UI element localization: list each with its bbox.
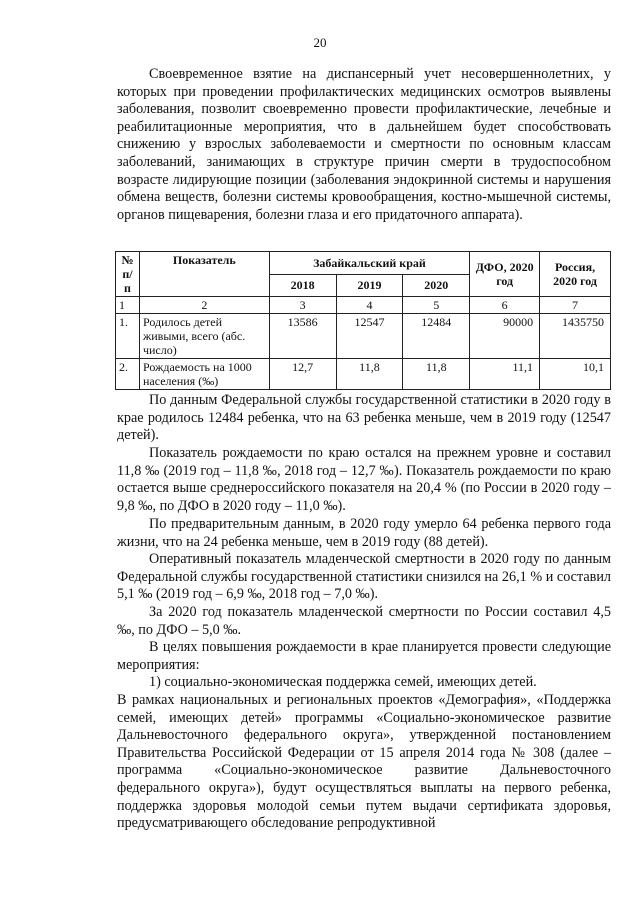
index-cell: 1 [116, 297, 140, 314]
row-value-2018: 13586 [269, 314, 336, 359]
table-header-row [116, 252, 611, 275]
index-cell: 5 [403, 297, 470, 314]
index-cell: 3 [269, 297, 336, 314]
row-value-2020: 11,8 [403, 359, 470, 390]
birth-statistics-table [115, 251, 611, 390]
row-num: 1. [116, 314, 140, 359]
intro-paragraph: Своевременное взятие на диспансерный учет несовершеннолетних, у которых при проведении профилактических медицинских осмотров выявлены заболевания, позволит своевременно провести профилактические, лечебные и реабилитационные мероприятия, что в дальнейшем будет способствовать снижению у взрослых заболеваемости и смертности по основным классам заболеваний, занимающих в структуре причин смерти в трудоспособном возрасте лидирующие позиции (заболевания эндокринной системы и нарушения обмена веществ, болезни системы кровообращения, костно-мышечной системы, органов пищеварения, болезни глаза и его придаточного аппарата). [117, 66, 611, 223]
paragraph-infant-mortality: Оперативный показатель младенческой смертности в 2020 году по данным Федеральной службы государственной статистики снизился на 26,1 % и составил 5,1 ‰ (2019 год – 6,9 ‰, 2018 год – 7,0 ‰). [117, 551, 611, 603]
paragraph-infant-deaths: По предварительным данным, в 2020 году умерло 64 ребенка первого года жизни, что на 24 ребенка меньше, чем в 2019 году (88 детей). [117, 516, 611, 550]
header-num: № п/п [116, 252, 140, 297]
header-2018: 2018 [269, 274, 336, 297]
row-value-2019: 11,8 [336, 359, 403, 390]
header-2020: 2020 [403, 274, 470, 297]
row-value-dfo: 90000 [470, 314, 540, 359]
index-cell: 4 [336, 297, 403, 314]
index-cell: 6 [470, 297, 540, 314]
paragraph-measures-intro: В целях повышения рождаемости в крае планируется провести следующие мероприятия: [117, 639, 611, 673]
index-cell: 2 [139, 297, 269, 314]
table-index-row [116, 297, 611, 314]
table-row [116, 314, 611, 359]
table-row [116, 359, 611, 390]
page-number: 20 [313, 35, 327, 50]
index-cell: 7 [540, 297, 611, 314]
header-dfo: ДФО, 2020 год [470, 252, 540, 297]
row-value-russia: 1435750 [540, 314, 611, 359]
row-value-2018: 12,7 [269, 359, 336, 390]
row-indicator: Рождаемость на 1000 населения (‰) [139, 359, 269, 390]
paragraph-russia-mortality: За 2020 год показатель младенческой смертности по России составил 4,5 ‰, по ДФО – 5,0 ‰. [117, 604, 611, 638]
paragraph-births: По данным Федеральной службы государственной статистики в 2020 году в крае родилось 12484 ребенка, что на 63 ребенка меньше, чем в 2019 году (12547 детей). [117, 392, 611, 444]
paragraph-measure-1: 1) социально-экономическая поддержка семей, имеющих детей. [149, 674, 537, 690]
header-region: Забайкальский край [269, 252, 470, 275]
row-value-2020: 12484 [403, 314, 470, 359]
row-indicator: Родилось детей живыми, всего (абс. число) [139, 314, 269, 359]
paragraph-birth-rate: Показатель рождаемости по краю остался на прежнем уровне и составил 11,8 ‰ (2019 год – 11,8 ‰, 2018 год – 12,7 ‰). Показатель рождаемости по краю остается выше среднероссийского показателя на 20,4 % (по России в 2020 году – 9,8 ‰, по ДФО в 2020 году – 11,0 ‰). [117, 445, 611, 514]
row-value-2019: 12547 [336, 314, 403, 359]
row-value-russia: 10,1 [540, 359, 611, 390]
row-num: 2. [116, 359, 140, 390]
paragraph-measure-1-details: В рамках национальных и региональных проектов «Демография», «Поддержка семей, имеющих детей» программы «Социально-экономическое развитие Дальневосточного федерального округа», утвержденной постановлением Правительства Российской Федерации от 15 апреля 2014 года № 308 (далее – программа «Социально-экономическое развитие Дальневосточного федерального округа»), будут осуществляться выплаты на первого ребенка, поддержка здоровья молодой семьи путем выдачи сертификата здоровья, предусматривающего обследование репродуктивной [117, 692, 611, 832]
header-2019: 2019 [336, 274, 403, 297]
header-russia: Россия, 2020 год [540, 252, 611, 297]
row-value-dfo: 11,1 [470, 359, 540, 390]
header-indicator: Показатель [139, 252, 269, 297]
